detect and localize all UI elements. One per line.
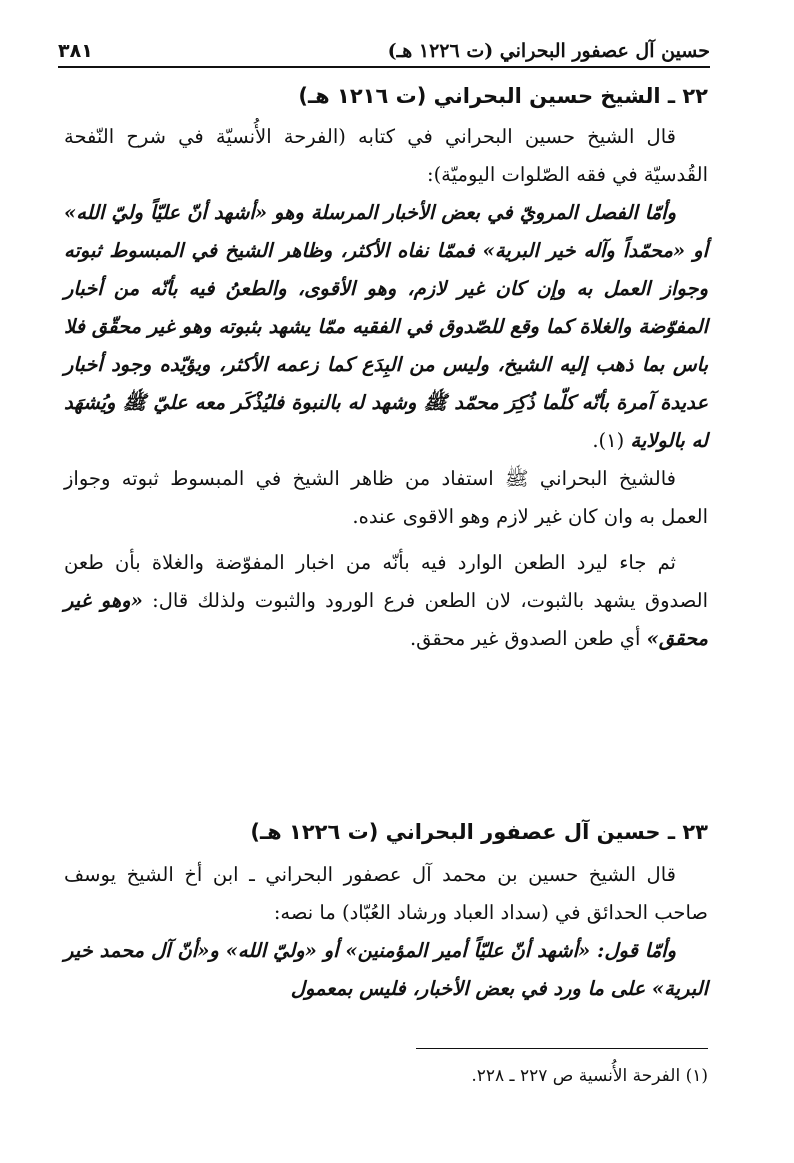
section-22-quote-text: وأمّا الفصل المرويّ في بعض الأخبار المرسلة وهو «أشهد أنّ عليّاً وليّ الله» أو «محمّداً وآله خير البرية» فممّا نفاه الأكثر، وظاهر الشيخ في المبسوط ثبوته وجواز العمل به وإن كان غير لازم، وهو الأقوى، والطعنُ فيه بأنّه من أخبار المفوّضة والغلاة كما وقع للصّدوق في الفقيه ممّا يشهد بثبوته وهو غير محقّق فلا باس بما ذهب إليه الشيخ، وليس من البِدَع كما زعمه الأكثر، ويؤيّده وجود أخبار عديدة آمرة بأنّه كلّما ذُكِرَ محمّد ﷺ وشهد له بالنبوة فليُذْكَر معه عليّ ﷺ ويُشهَد له بالولاية (64, 201, 708, 452)
section-23-quote: وأمّا قول: «أشهد أنّ عليّاً أمير المؤمنين» أو «وليّ الله» و«أنّ آل محمد خير البرية» على ما ورد في بعض الأخبار، فليس بمعمول (64, 939, 708, 1000)
footnote-divider (416, 1048, 708, 1049)
running-header (58, 28, 710, 68)
footnote: (١) الفرحة الأُنسية ص ٢٢٧ ـ ٢٢٨. (471, 1066, 708, 1086)
section-22-quote (64, 194, 708, 460)
section-22-heading: ٢٢ ـ الشيخ حسين البحراني (ت ١٢١٦ هـ) (298, 84, 708, 108)
page-number: ٣٨١ (58, 40, 93, 62)
running-header-title: حسين آل عصفور البحراني (ت ١٢٢٦ هـ) (387, 40, 710, 62)
section-22-intro: قال الشيخ حسين البحراني في كتابه (الفرحة الأُنسيّة في شرح النّفحة القُدسيّة في فقه الصّلوات اليوميّة): (64, 125, 708, 186)
section-23-intro: قال الشيخ حسين بن محمد آل عصفور البحراني ـ ابن أخ الشيخ يوسف صاحب الحدائق في (سداد العباد ورشاد العُبّاد) ما نصه: (64, 863, 708, 924)
section-22-paragraph-2-main: ثم جاء ليرد الطعن الوارد فيه بأنّه من اخبار المفوّضة والغلاة بأن طعن الصدوق يشهد بالثبوت، لان الطعن فرع الورود والثبوت ولذلك قال: (64, 551, 708, 612)
footnote-marker: (١). (592, 429, 625, 452)
section-22-paragraph-2-tail: أي طعن الصدوق غير محقق. (409, 627, 641, 650)
section-23-body (64, 856, 708, 1008)
section-23-heading: ٢٣ ـ حسين آل عصفور البحراني (ت ١٢٢٦ هـ) (250, 820, 708, 844)
section-22-paragraph-2-quote: «وهو غير محقق» (64, 589, 708, 650)
section-22-paragraph-2 (64, 544, 708, 658)
section-22-paragraph-1: فالشيخ البحراني ﷺ استفاد من ظاهر الشيخ في المبسوط ثبوته وجواز العمل به وان كان غير لازم وهو الاقوى عنده. (64, 467, 708, 528)
section-22-body (64, 118, 708, 658)
